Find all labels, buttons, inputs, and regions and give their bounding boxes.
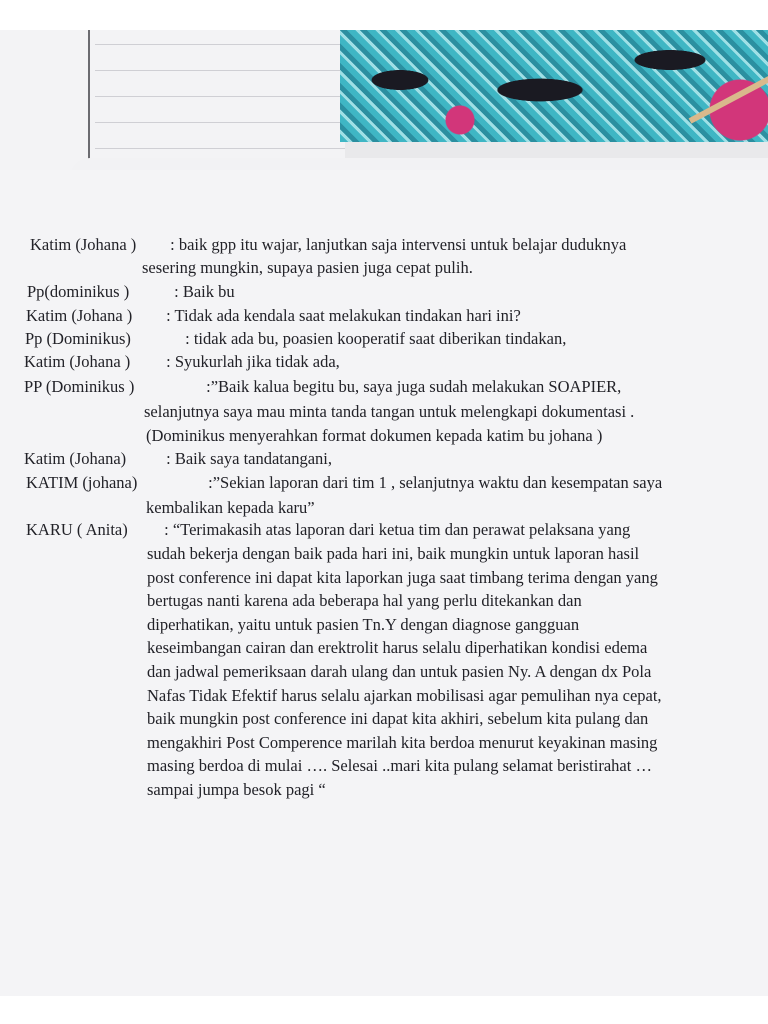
dialogue-line [26,519,630,541]
karu-paragraph [147,542,747,802]
speaker-label: Katim (Johana ) [30,235,137,254]
speaker-label: Katim (Johana) [24,449,127,468]
utterance-continuation: masing berdoa di mulai …. Selesai ..mari kita pulang selamat beristirahat … [147,756,652,776]
utterance-continuation: kembalikan kepada karu” [146,498,315,517]
dialogue-line [27,281,235,303]
utterance: :”Baik kalua begitu bu, saya juga sudah melakukan SOAPIER, [206,377,622,396]
utterance: : Baik saya tandatangani, [166,449,332,468]
dialogue-line [26,305,521,327]
speaker-label: Katim (Johana ) [26,306,133,325]
dialogue-line [24,448,332,470]
utterance-continuation: diperhatikan, yaitu untuk pasien Tn.Y dengan diagnose gangguan [147,614,580,634]
speaker-label: Pp(dominikus ) [27,282,130,301]
utterance: : Syukurlah jika tidak ada, [166,352,340,371]
utterance-continuation: sampai jumpa besok pagi “ [147,779,326,799]
utterance-continuation: sesering mungkin, supaya pasien juga cepat pulih. [142,258,473,277]
utterance: : baik gpp itu wajar, lanjutkan saja intervensi untuk belajar duduknya [170,235,627,254]
utterance-continuation: dan jadwal pemeriksaan darah ulang dan untuk pasien Ny. A dengan dx Pola [147,661,652,681]
utterance-continuation: selanjutnya saya mau minta tanda tangan untuk melengkapi dokumentasi . [144,402,635,421]
utterance: :”Sekian laporan dari tim 1 , selanjutnya waktu dan kesempatan saya [208,473,663,492]
utterance-continuation: mengakhiri Post Comperence marilah kita berdoa menurut keyakinan masing [147,732,658,752]
dialogue-line [24,376,621,398]
utterance: : Baik bu [174,282,235,301]
utterance-continuation: post conference ini dapat kita laporkan juga saat timbang terima dengan yang [147,567,658,587]
utterance: : Tidak ada kendala saat melakukan tindakan hari ini? [166,306,521,325]
speaker-label: Pp (Dominikus) [25,329,131,348]
dialogue-line [25,328,566,350]
utterance-continuation: Nafas Tidak Efektif harus selalu ajarkan mobilisasi agar pemulihan nya cepat, [147,685,662,705]
utterance-continuation: sudah bekerja dengan baik pada hari ini, baik mungkin untuk laporan hasil [147,544,640,563]
utterance-continuation: (Dominikus menyerahkan format dokumen kepada katim bu johana ) [146,426,603,445]
dialogue-line [24,351,340,373]
dialogue-line [30,234,626,256]
utterance-continuation: keseimbangan cairan dan erektrolit harus selalu diperhatikan kondisi edema [147,638,648,658]
speaker-label: PP (Dominikus ) [24,377,135,396]
utterance-continuation: bertugas nanti karena ada beberapa hal yang perlu ditekankan dan [147,591,582,611]
speaker-label: KATIM (johana) [26,473,138,492]
utterance-continuation: baik mungkin post conference ini dapat kita akhiri, sebelum kita pulang dan [147,709,649,729]
dialogue-line [26,472,662,494]
utterance: : tidak ada bu, poasien kooperatif saat diberikan tindakan, [185,329,567,348]
speaker-label: KARU ( Anita) [26,520,128,539]
utterance: : “Terimakasih atas laporan dari ketua tim dan perawat pelaksana yang [164,520,631,539]
speaker-label: Katim (Johana ) [24,352,131,371]
